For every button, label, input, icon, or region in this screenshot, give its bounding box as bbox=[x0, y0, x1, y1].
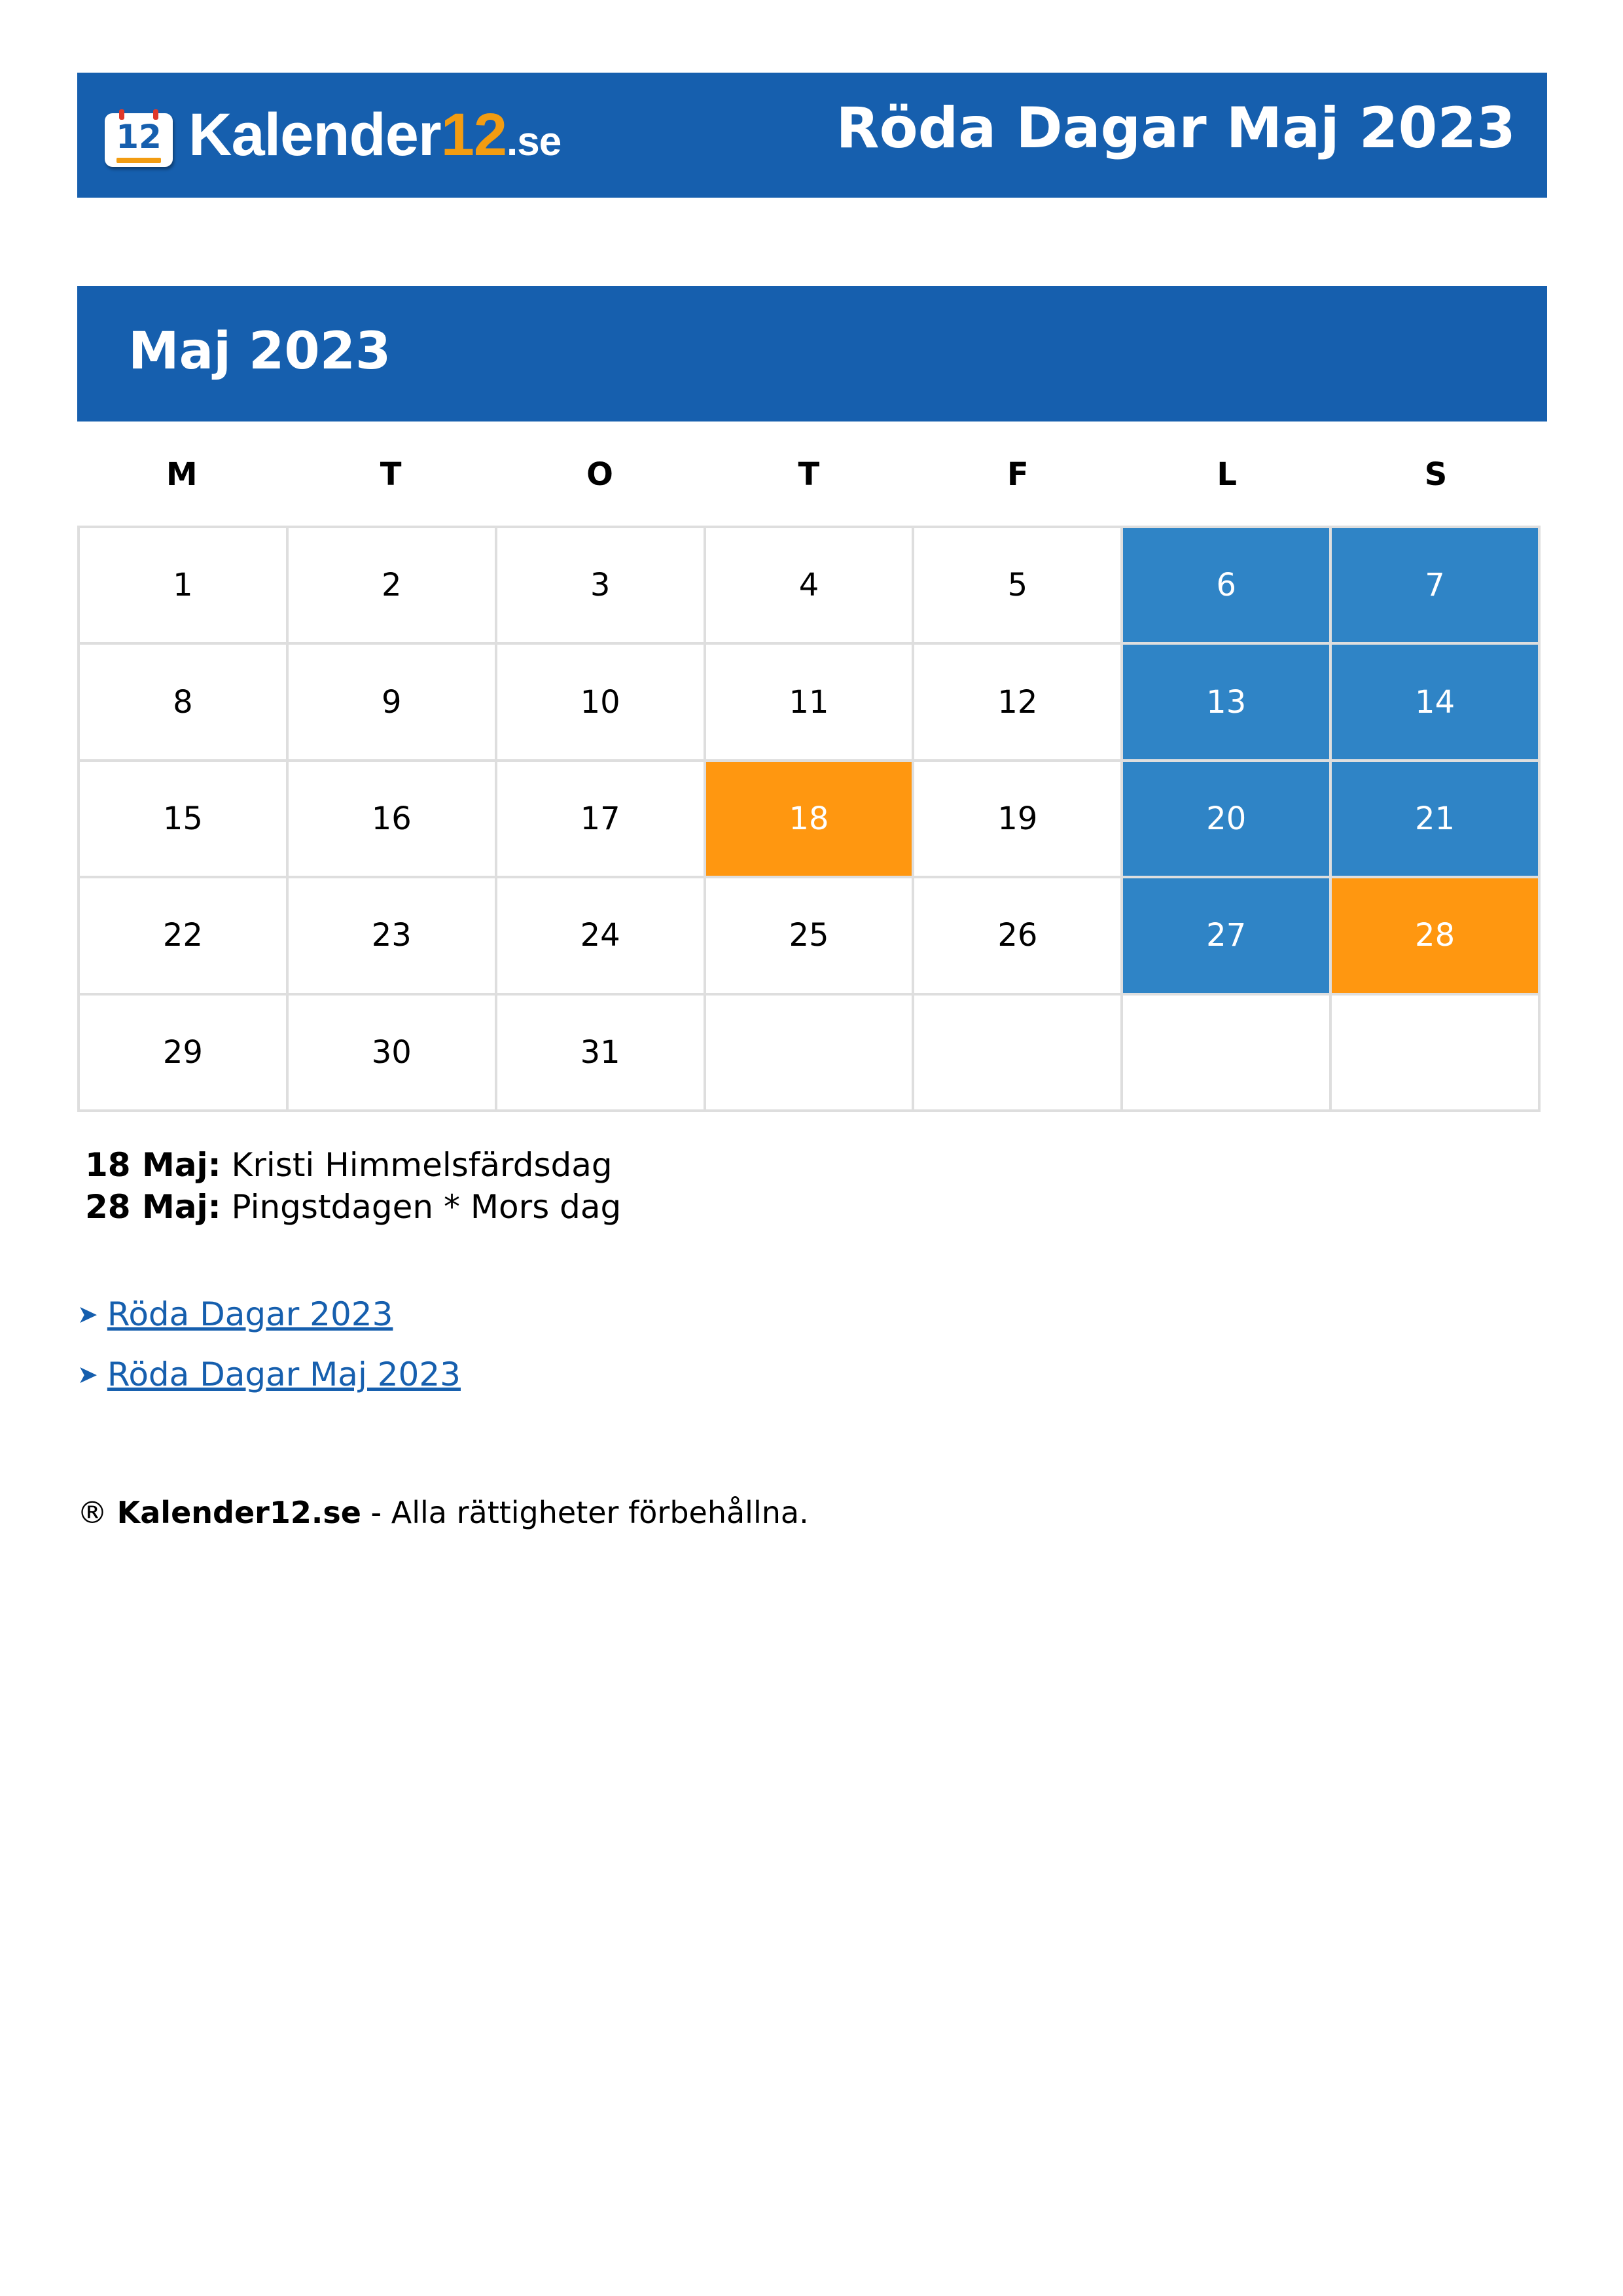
logo-brand-name: Kalender bbox=[188, 101, 441, 168]
calendar-day-cell: 17 bbox=[497, 762, 706, 878]
calendar-empty-cell bbox=[1123, 996, 1332, 1112]
calendar-day-cell: 3 bbox=[497, 528, 706, 645]
calendar-day-cell: 22 bbox=[80, 878, 289, 995]
related-link[interactable]: Röda Dagar Maj 2023 bbox=[107, 1355, 461, 1393]
calendar-day-cell: 25 bbox=[706, 878, 915, 995]
calendar-day-cell: 28 bbox=[1332, 878, 1541, 995]
related-link[interactable]: Röda Dagar 2023 bbox=[107, 1295, 393, 1333]
arrow-right-icon: ➤ bbox=[77, 1360, 98, 1389]
weekday-label: M bbox=[166, 456, 198, 493]
calendar-day-cell: 27 bbox=[1123, 878, 1332, 995]
calendar-day-cell: 23 bbox=[289, 878, 497, 995]
calendar-day-cell: 26 bbox=[914, 878, 1123, 995]
related-link-item bbox=[77, 1344, 461, 1405]
logo-brand-tld: .se bbox=[507, 118, 562, 164]
calendar-icon-number: 12 bbox=[116, 118, 162, 156]
holiday-name: Pingstdagen * Mors dag bbox=[231, 1188, 622, 1226]
calendar-empty-cell bbox=[706, 996, 915, 1112]
calendar-day-cell: 21 bbox=[1332, 762, 1541, 878]
calendar-empty-cell bbox=[914, 996, 1123, 1112]
footer bbox=[77, 1490, 809, 1535]
calendar-day-cell: 30 bbox=[289, 996, 497, 1112]
calendar-day-cell: 16 bbox=[289, 762, 497, 878]
calendar-day-cell: 15 bbox=[80, 762, 289, 878]
calendar-day-cell: 10 bbox=[497, 645, 706, 761]
calendar-grid bbox=[77, 526, 1541, 1112]
weekday-label: T bbox=[380, 456, 402, 493]
calendar-day-cell: 20 bbox=[1123, 762, 1332, 878]
weekday-header-row bbox=[77, 445, 1541, 504]
weekday-label: L bbox=[1217, 456, 1237, 493]
calendar-day-cell: 9 bbox=[289, 645, 497, 761]
weekday-label: T bbox=[798, 456, 820, 493]
arrow-right-icon: ➤ bbox=[77, 1300, 98, 1329]
logo-brand-number: 12 bbox=[440, 101, 507, 168]
calendar-day-cell: 13 bbox=[1123, 645, 1332, 761]
holiday-date: 18 Maj: bbox=[85, 1146, 221, 1184]
holiday-list bbox=[85, 1144, 621, 1228]
calendar-day-cell: 31 bbox=[497, 996, 706, 1112]
weekday-label: F bbox=[1007, 456, 1029, 493]
calendar-day-cell: 6 bbox=[1123, 528, 1332, 645]
holiday-date: 28 Maj: bbox=[85, 1188, 221, 1226]
related-link-item bbox=[77, 1284, 461, 1344]
holiday-item bbox=[85, 1144, 621, 1186]
footer-text: - Alla rättigheter förbehållna. bbox=[361, 1495, 809, 1530]
page-header bbox=[77, 73, 1547, 198]
calendar-empty-cell bbox=[1332, 996, 1541, 1112]
calendar-day-cell: 24 bbox=[497, 878, 706, 995]
month-header bbox=[77, 286, 1547, 422]
registered-symbol: ® bbox=[77, 1495, 107, 1530]
calendar-day-cell: 4 bbox=[706, 528, 915, 645]
page-title: Röda Dagar Maj 2023 bbox=[836, 96, 1516, 161]
calendar-day-cell: 12 bbox=[914, 645, 1123, 761]
calendar-day-cell: 2 bbox=[289, 528, 497, 645]
calendar-day-cell: 1 bbox=[80, 528, 289, 645]
weekday-label: O bbox=[586, 456, 613, 493]
site-logo[interactable] bbox=[105, 101, 562, 171]
footer-brand: Kalender12.se bbox=[116, 1495, 361, 1530]
calendar-day-cell: 8 bbox=[80, 645, 289, 761]
calendar-day-cell: 14 bbox=[1332, 645, 1541, 761]
calendar-icon bbox=[105, 109, 173, 167]
calendar-day-cell: 7 bbox=[1332, 528, 1541, 645]
holiday-name: Kristi Himmelsfärdsdag bbox=[231, 1146, 613, 1184]
calendar-day-cell: 19 bbox=[914, 762, 1123, 878]
calendar-day-cell: 29 bbox=[80, 996, 289, 1112]
calendar-day-cell: 18 bbox=[706, 762, 915, 878]
calendar-day-cell: 5 bbox=[914, 528, 1123, 645]
month-title: Maj 2023 bbox=[128, 322, 391, 381]
holiday-item bbox=[85, 1186, 621, 1228]
weekday-label: S bbox=[1424, 456, 1448, 493]
related-links bbox=[77, 1284, 461, 1405]
logo-wordmark bbox=[188, 102, 561, 175]
calendar-day-cell: 11 bbox=[706, 645, 915, 761]
